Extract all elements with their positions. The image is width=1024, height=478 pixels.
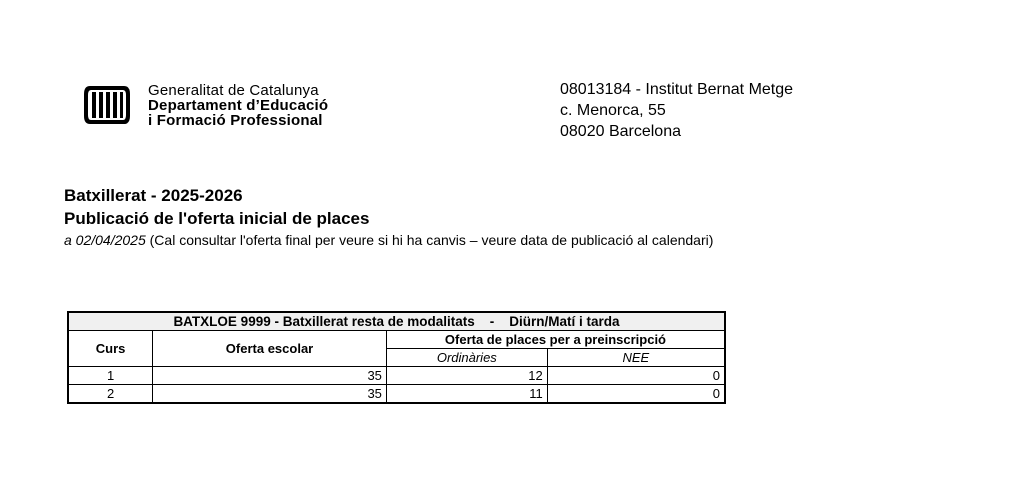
- page-title: Batxillerat - 2025-2026: [64, 186, 243, 205]
- school-street: c. Menorca, 55: [560, 102, 666, 119]
- cell-nee: 0: [547, 367, 725, 385]
- publication-date: a 02/04/2025: [64, 232, 146, 248]
- cell-curs: 1: [68, 367, 153, 385]
- cell-curs: 2: [68, 385, 153, 404]
- header-ordinaries: Ordinàries: [386, 349, 547, 367]
- header-oferta-escolar: Oferta escolar: [153, 331, 387, 367]
- generalitat-logo: [84, 82, 404, 130]
- table-title-row: [68, 312, 725, 331]
- cell-ordinaries: 12: [386, 367, 547, 385]
- school-address: [560, 79, 793, 142]
- logo-line-department: Departament d’Educació: [148, 97, 329, 114]
- table-row: [68, 385, 725, 404]
- cell-oferta: 35: [153, 367, 387, 385]
- logo-line-generalitat: Generalitat de Catalunya: [148, 82, 319, 99]
- school-city: 08020 Barcelona: [560, 123, 681, 140]
- table-row: [68, 367, 725, 385]
- logo-text: [148, 83, 328, 128]
- cell-oferta: 35: [153, 385, 387, 404]
- places-offer-table: [67, 311, 726, 404]
- header-preinscripcio: Oferta de places per a preinscripció: [386, 331, 725, 349]
- header-nee: NEE: [547, 349, 725, 367]
- table-title: BATXLOE 9999 - Batxillerat resta de modalitats - Diürn/Matí i tarda: [68, 312, 725, 331]
- publication-note: [64, 230, 713, 250]
- cell-ordinaries: 11: [386, 385, 547, 404]
- header-curs: Curs: [68, 331, 153, 367]
- generalitat-seal-icon: [84, 82, 130, 128]
- publication-note-text: (Cal consultar l'oferta final per veure si hi ha canvis – veure data de publicació al calendari): [145, 232, 714, 248]
- page-subtitle: Publicació de l'oferta inicial de places: [64, 209, 370, 228]
- page-heading: [64, 184, 713, 250]
- logo-line-formacio: i Formació Professional: [148, 112, 323, 129]
- school-name: 08013184 - Institut Bernat Metge: [560, 81, 794, 98]
- cell-nee: 0: [547, 385, 725, 404]
- table-header-row: [68, 331, 725, 349]
